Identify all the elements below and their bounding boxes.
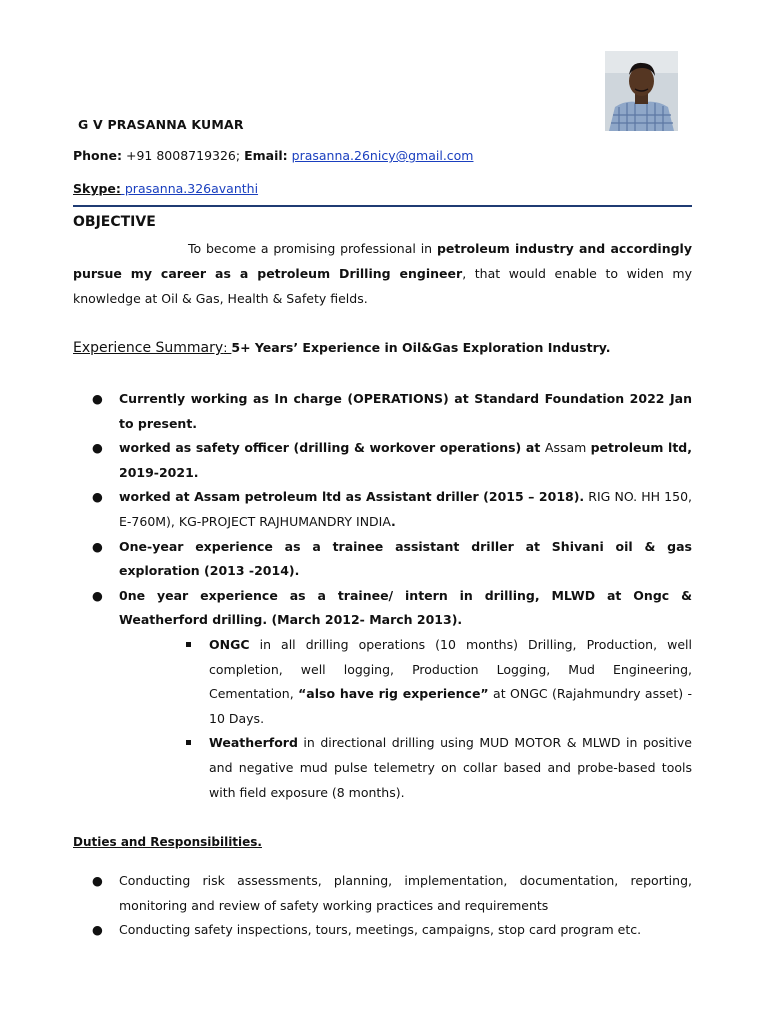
bullet-icon: ● [92,922,103,938]
header-divider [73,205,692,207]
list-item [73,436,692,485]
phone-number: +91 8008719326; [122,148,245,163]
experience-item-2c: petroleum ltd, 2019-2021. [119,440,692,480]
phone-email-line [73,148,473,163]
experience-summary-separator: : [223,340,232,355]
experience-item-1: Currently working as In charge (OPERATIONS) at Standard Foundation 2022 Jan to present. [119,391,692,431]
email-link[interactable]: prasanna.26nicy@gmail.com [291,148,474,163]
subitem-1d: at ONGC (Rajahmundry asset) - 10 Days. [209,686,692,726]
square-bullet-icon [186,740,191,745]
list-item [73,387,692,436]
experience-item-3a: worked at Assam petroleum ltd as Assistant driller (2015 – 2018). [119,489,585,505]
list-item [73,584,692,633]
objective-text [73,236,692,311]
experience-item-5: 0ne year experience as a trainee/ intern in drilling, MLWD at Ongc & Weatherford drilling. (March 2012- March 2013). [119,587,692,628]
candidate-name: G V PRASANNA KUMAR [78,117,244,132]
internship-sublist [186,633,692,805]
duties-heading: Duties and Responsibilities. [73,835,262,849]
experience-summary-label: Experience Summary [73,340,224,356]
square-bullet-icon [186,642,191,647]
profile-photo [605,51,678,131]
bullet-icon: ● [92,873,103,888]
experience-item-3b: RIG NO. HH 150, E-760M), KG-PROJECT RAJHUMANDRY INDIA [119,489,692,529]
skype-line [73,181,258,196]
phone-label: Phone: [73,148,123,163]
list-item [186,731,692,805]
bullet-icon: ● [92,587,103,603]
list-item [186,633,692,731]
profile-photo-image [605,51,678,131]
experience-summary-text: 5+ Years’ Experience in Oil&Gas Exploration Industry. [231,340,611,355]
list-item [73,485,692,534]
bullet-icon: ● [92,489,103,505]
list-item [73,918,692,943]
experience-item-2a: worked as safety officer (drilling & workover operations) at [119,440,545,456]
bullet-icon: ● [92,391,103,406]
duty-item-2: Conducting safety inspections, tours, meetings, campaigns, stop card program etc. [119,922,642,938]
duty-item-1: Conducting risk assessments, planning, implementation, documentation, reporting, monitoring and review of safety working practices and requirements [119,873,692,913]
objective-text-2: petroleum industry and accordingly pursue my career as a petroleum Drilling engineer [73,241,692,281]
subitem-2b: in directional drilling using MUD MOTOR & MLWD in positive and negative mud pulse telemetry on collar based and probe-based tools with field exposure (8 months). [209,735,692,800]
objective-text-1: To become a promising professional in [188,241,437,256]
experience-summary [73,340,610,356]
email-label: Email: [244,148,288,163]
bullet-icon: ● [92,440,103,456]
subitem-1a: ONGC [209,637,250,652]
subitem-1c: “also have rig experience” [298,686,489,702]
bullet-icon: ● [92,538,103,554]
experience-list [73,387,692,633]
subitem-2a: Weatherford [209,735,298,751]
experience-item-4: One-year experience as a trainee assistant driller at Shivani oil & gas exploration (2013 -2014). [119,538,692,579]
list-item [73,869,692,918]
skype-label: Skype: [73,181,121,196]
objective-heading: OBJECTIVE [73,214,156,230]
duties-list [73,869,692,943]
subitem-1b: in all drilling operations (10 months) Drilling, Production, well completion, well logging, Production Logging, Mud Engineering, Cementation, [209,637,692,702]
experience-item-3c: . [390,513,396,529]
skype-link[interactable]: prasanna.326avanthi [120,181,259,196]
list-item [73,535,692,584]
objective-text-3: , that would enable to widen my knowledge at Oil & Gas, Health & Safety fields. [73,266,692,306]
experience-item-2b: Assam [544,440,591,456]
